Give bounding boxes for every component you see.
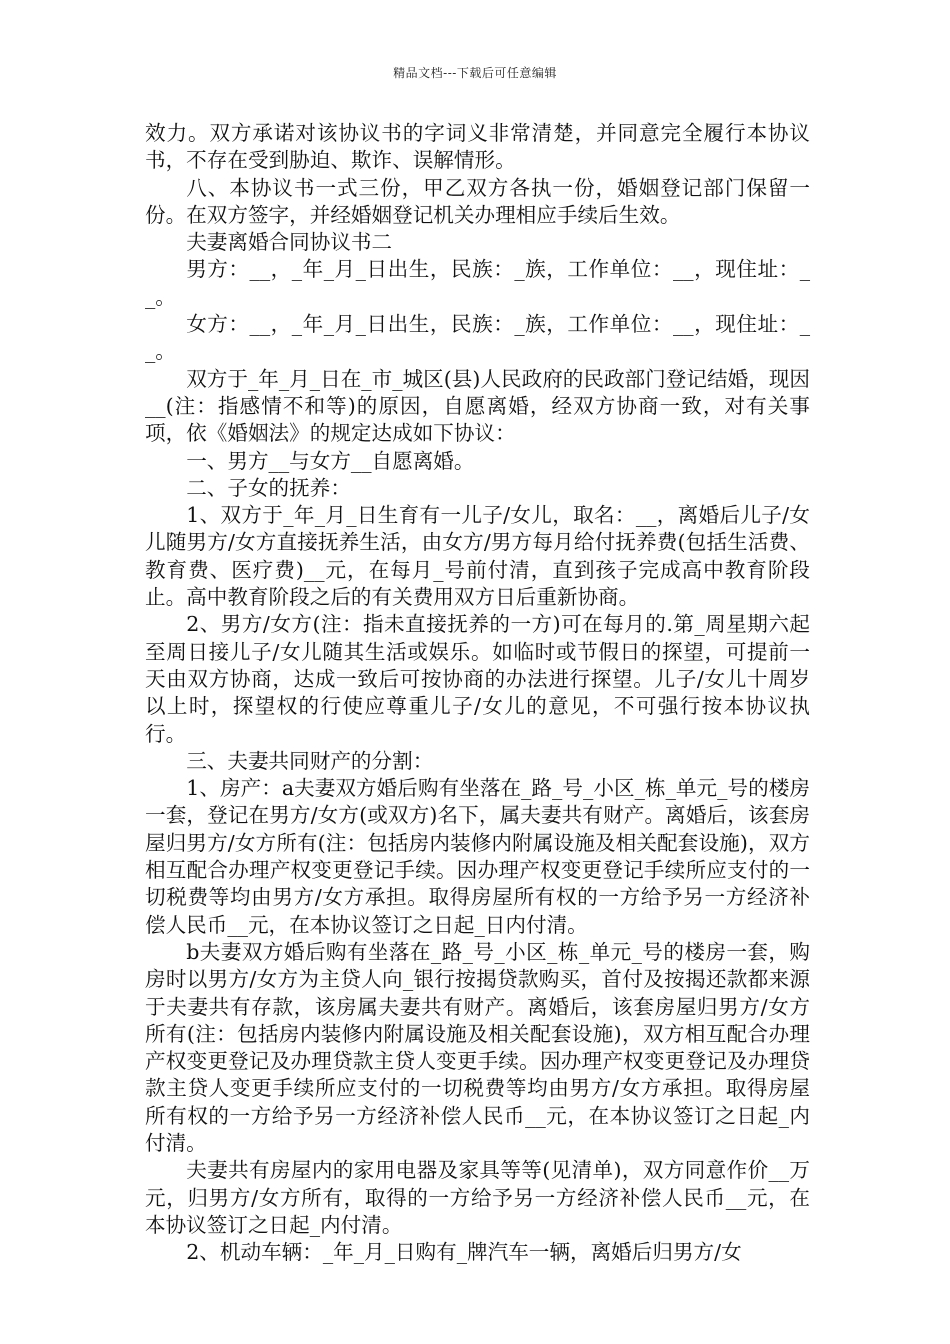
paragraph: 1、双方于_年_月_日生育有一儿子/女儿，取名：__，离婚后儿子/女儿随男方/女方直接抚养生活，由女方/男方每月给付抚养费(包括生活费、教育费、医疗费)__元，在每月_号前付清，直到孩子完成高中教育阶段止。高中教育阶段之后的有关费用双方日后重新协商。 — [145, 503, 810, 610]
document-body — [145, 120, 810, 1266]
paragraph: 夫妻共有房屋内的家用电器及家具等等(见清单)，双方同意作价__万元，归男方/女方所有，取得的一方给予另一方经济补偿人民币__元，在本协议签订之日起_内付清。 — [145, 1158, 810, 1237]
paragraph: 2、男方/女方(注：指未直接抚养的一方)可在每月的.第_周星期六起至周日接儿子/女儿随其生活或娱乐。如临时或节假日的探望，可提前一天由双方协商，达成一致后可按协商的办法进行探望。儿子/女儿十周岁以上时，探望权的行使应尊重儿子/女儿的意见，不可强行按本协议执行。 — [145, 612, 810, 746]
paragraph: 八、本协议书一式三份，甲乙双方各执一份，婚姻登记部门保留一份。在双方签字，并经婚姻登记机关办理相应手续后生效。 — [145, 175, 810, 227]
paragraph: 男方：__，_年_月_日出生，民族：_族，工作单位：__，现住址：__。 — [145, 257, 810, 309]
paragraph: 二、子女的抚养： — [186, 475, 351, 500]
paragraph: b夫妻双方婚后购有坐落在_路_号_小区_栋_单元_号的楼房一套，购房时以男方/女方为主贷人向_银行按揭贷款购买，首付及按揭还款都来源于夫妻共有存款，该房属夫妻共有财产。离婚后，该套房屋归男方/女方所有(注：包括房内装修内附属设施及相关配套设施)，双方相互配合办理产权变更登记及办理贷款主贷人变更手续。因办理产权变更登记及办理贷款主贷人变更手续所应支付的一切税费等均由男方/女方承担。取得房屋所有权的一方给予另一方经济补偿人民币__元，在本协议签订之日起_内付清。 — [145, 939, 810, 1155]
page-header: 精品文档---下载后可任意编辑 — [393, 66, 557, 80]
paragraph: 双方于_年_月_日在_市_城区(县)人民政府的民政部门登记结婚，现因__(注：指感情不和等)的原因，自愿离婚，经双方协商一致，对有关事项，依《婚姻法》的规定达成如下协议： — [145, 366, 810, 446]
section-title: 夫妻离婚合同协议书二 — [186, 230, 393, 255]
paragraph: 2、机动车辆：_年_月_日购有_牌汽车一辆，离婚后归男方/女 — [186, 1240, 742, 1265]
paragraph: 一、男方__与女方__自愿离婚。 — [186, 448, 475, 473]
paragraph: 1、房产：a夫妻双方婚后购有坐落在_路_号_小区_栋_单元_号的楼房一套，登记在男方/女方(或双方)名下，属夫妻共有财产。离婚后，该套房屋归男方/女方所有(注：包括房内装修内附属设施及相关配套设施)，双方相互配合办理产权变更登记手续。因办理产权变更登记手续所应支付的一切税费等均由男方/女方承担。取得房屋所有权的一方给予另一方经济补偿人民币__元，在本协议签订之日起_日内付清。 — [145, 776, 810, 937]
paragraph: 女方：__，_年_月_日出生，民族：_族，工作单位：__，现住址：__。 — [145, 312, 810, 364]
paragraph: 三、夫妻共同财产的分割： — [186, 748, 434, 773]
paragraph: 效力。双方承诺对该协议书的字词义非常清楚，并同意完全履行本协议书，不存在受到胁迫、欺诈、误解情形。 — [145, 121, 810, 173]
